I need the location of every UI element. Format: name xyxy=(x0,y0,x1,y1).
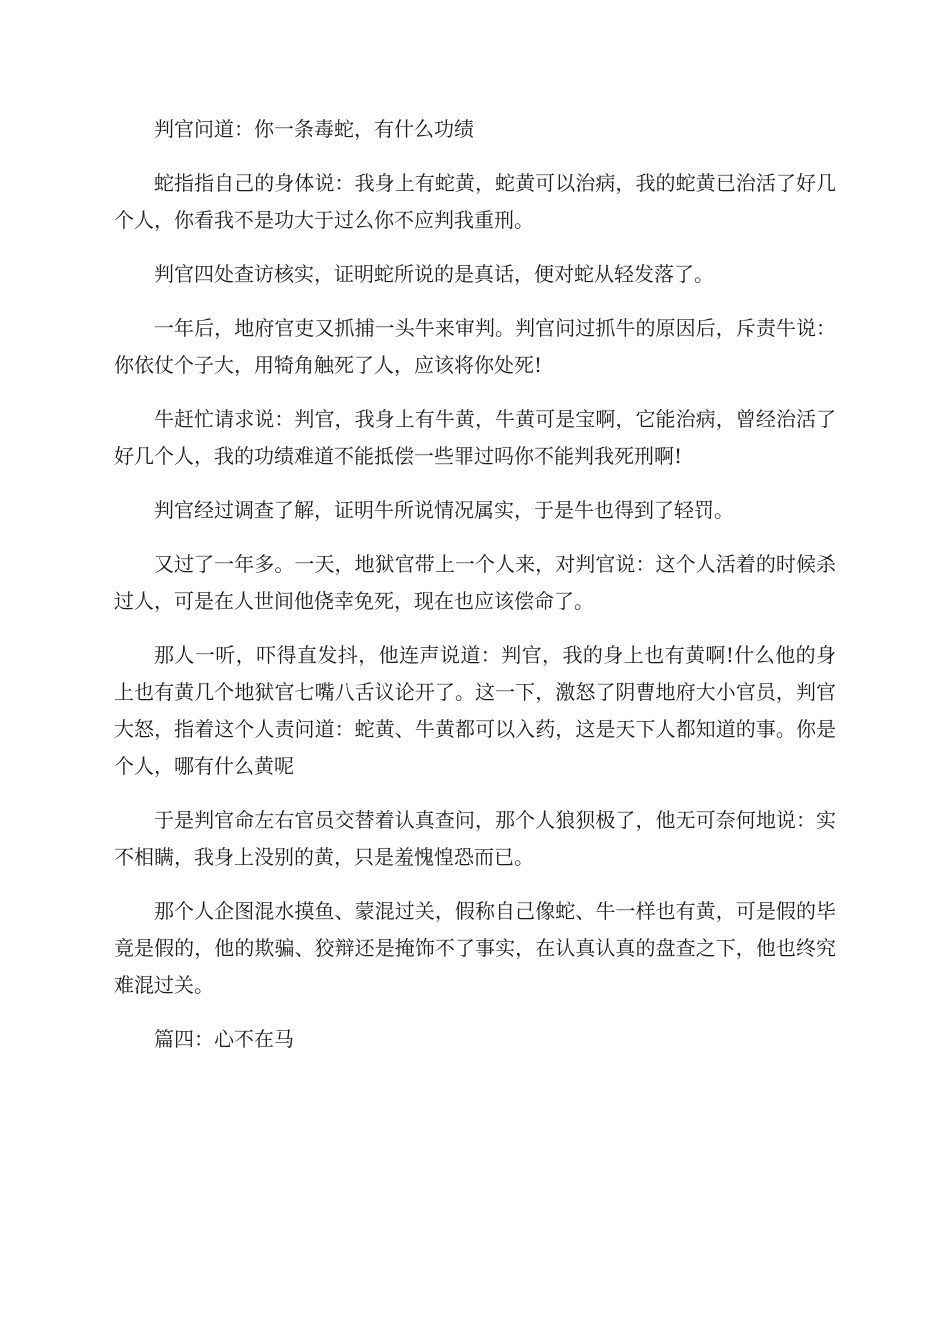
paragraph-10: 那个人企图混水摸鱼、蒙混过关，假称自己像蛇、牛一样也有黄，可是假的毕竟是假的，他的欺骗、狡辩还是掩饰不了事实，在认真认真的盘查之下，他也终究难混过关。 xyxy=(114,899,836,997)
paragraph-1: 判官问道：你一条毒蛇，有什么功绩 xyxy=(154,117,474,141)
paragraph-4: 一年后，地府官吏又抓捕一头牛来审判。判官问过抓牛的原因后，斥责牛说：你依仗个子大，用犄角触死了人，应该将你处死! xyxy=(114,316,836,377)
paragraph-9: 于是判官命左右官员交替着认真查问，那个人狼狈极了，他无可奈何地说：实不相瞒，我身上没别的黄，只是羞愧惶恐而已。 xyxy=(114,808,836,869)
document-body xyxy=(114,111,836,1075)
paragraph-3: 判官四处查访核实，证明蛇所说的是真话，便对蛇从轻发落了。 xyxy=(154,262,714,286)
section-heading: 篇四：心不在马 xyxy=(154,1027,294,1051)
paragraph-8: 那人一听，吓得直发抖，他连声说道：判官，我的身上也有黄啊!什么他的身上也有黄几个地狱官七嘴八舌议论开了。这一下，激怒了阴曹地府大小官员，判官大怒，指着这个人责问道：蛇黄、牛黄都可以入药，这是天下人都知道的事。你是个人，哪有什么黄呢 xyxy=(114,643,836,778)
paragraph-5: 牛赶忙请求说：判官，我身上有牛黄，牛黄可是宝啊，它能治病，曾经治活了好几个人，我的功绩难道不能抵偿一些罪过吗你不能判我死刑啊! xyxy=(114,407,836,468)
paragraph-2: 蛇指指自己的身体说：我身上有蛇黄，蛇黄可以治病，我的蛇黄已治活了好几个人，你看我不是功大于过么你不应判我重刑。 xyxy=(114,171,836,232)
paragraph-7: 又过了一年多。一天，地狱官带上一个人来，对判官说：这个人活着的时候杀过人，可是在人世间他侥幸免死，现在也应该偿命了。 xyxy=(114,552,836,613)
paragraph-6: 判官经过调查了解，证明牛所说情况属实，于是牛也得到了轻罚。 xyxy=(154,498,734,522)
